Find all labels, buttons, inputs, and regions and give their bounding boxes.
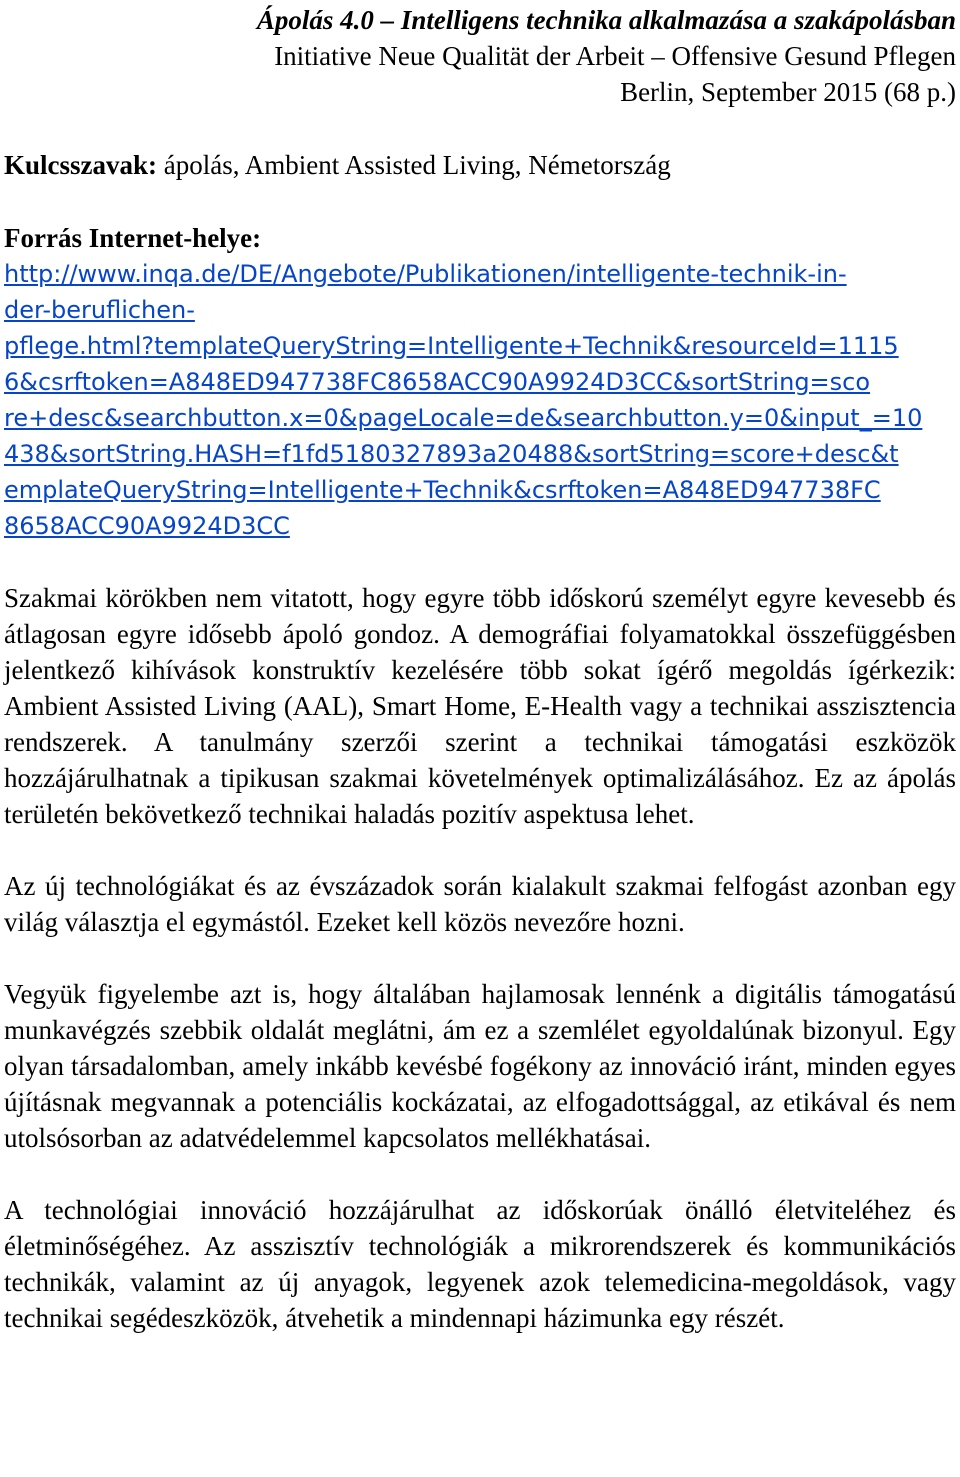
- keywords-label: Kulcsszavak:: [4, 150, 158, 180]
- source-url-line[interactable]: 6&csrftoken=A848ED947738FC8658ACC90A9924D3CC&sortString=sco: [4, 368, 871, 396]
- body-paragraph: Szakmai körökben nem vitatott, hogy egyre több időskorú személyt egyre kevesebb és átlagosan egyre idősebb ápoló gondoz. A demográfiai folyamatokkal összefüggésben jelentkező kihívások konstruktív kezelésére több sokat ígérő megoldás ígérkezik: Ambient Assisted Living (AAL), Smart Home, E-Health vagy a technikai asszisztencia rendszerek. A tanulmány szerzői szerint a technikai támogatási eszközök hozzájárulhatnak a tipikusan szakmai követelmények optimalizálásához. Ez az ápolás területén bekövetkező technikai haladás pozitív aspektusa lehet.: [4, 583, 956, 829]
- source-url-line[interactable]: re+desc&searchbutton.x=0&pageLocale=de&searchbutton.y=0&input_=10: [4, 404, 923, 432]
- source-url-line[interactable]: http://www.inqa.de/DE/Angebote/Publikationen/intelligente-technik-in-: [4, 260, 847, 288]
- publication-info: Berlin, September 2015 (68 p.): [620, 77, 956, 107]
- document-page: [4, 0, 956, 1336]
- body-paragraph: Vegyük figyelembe azt is, hogy általában hajlamosak lennénk a digitális támogatású munkavégzés szebbik oldalát meglátni, ám ez a szemlélet egyoldalúnak bizonyul. Egy olyan társadalomban, amely inkább kevésbé fogékony az innováció iránt, minden egyes újításnak megvannak a potenciális kockázatai, az elfogadottsággal, az etikával és nem utolsósorban az adatvédelemmel kapcsolatos mellékhatásai.: [4, 979, 956, 1153]
- keywords-line: [4, 147, 956, 183]
- source-url-line[interactable]: 8658ACC90A9924D3CC: [4, 512, 290, 540]
- source-url-line[interactable]: der-beruflichen-: [4, 296, 195, 324]
- source-url-line[interactable]: emplateQueryString=Intelligente+Technik&csrftoken=A848ED947738FC: [4, 476, 881, 504]
- source-link[interactable]: [4, 256, 956, 544]
- body-paragraph: A technológiai innováció hozzájárulhat az időskorúak önálló életviteléhez és életminőségéhez. Az asszisztív technológiák a mikrorendszerek és kommunikációs technikák, valamint az új anyagok, legyenek azok telemedicina-megoldások, vagy technikai segédeszközök, átvehetik a mindennapi házimunka egy részét.: [4, 1195, 956, 1333]
- keywords-value: ápolás, Ambient Assisted Living, Németország: [157, 150, 671, 180]
- source-label: Forrás Internet-helye:: [4, 223, 262, 253]
- document-header: [4, 0, 956, 110]
- source-url-line[interactable]: 438&sortString.HASH=f1fd5180327893a20488&sortString=score+desc&t: [4, 440, 899, 468]
- source-url-line[interactable]: pflege.html?templateQueryString=Intelligente+Technik&resourceId=1115: [4, 332, 899, 360]
- body-paragraph: Az új technológiákat és az évszázadok során kialakult szakmai felfogást azonban egy világ választja el egymástól. Ezeket kell közös nevezőre hozni.: [4, 871, 956, 937]
- publisher-line: Initiative Neue Qualität der Arbeit – Offensive Gesund Pflegen: [274, 41, 956, 71]
- document-title: Ápolás 4.0 – Intelligens technika alkalmazása a szakápolásban: [256, 5, 956, 35]
